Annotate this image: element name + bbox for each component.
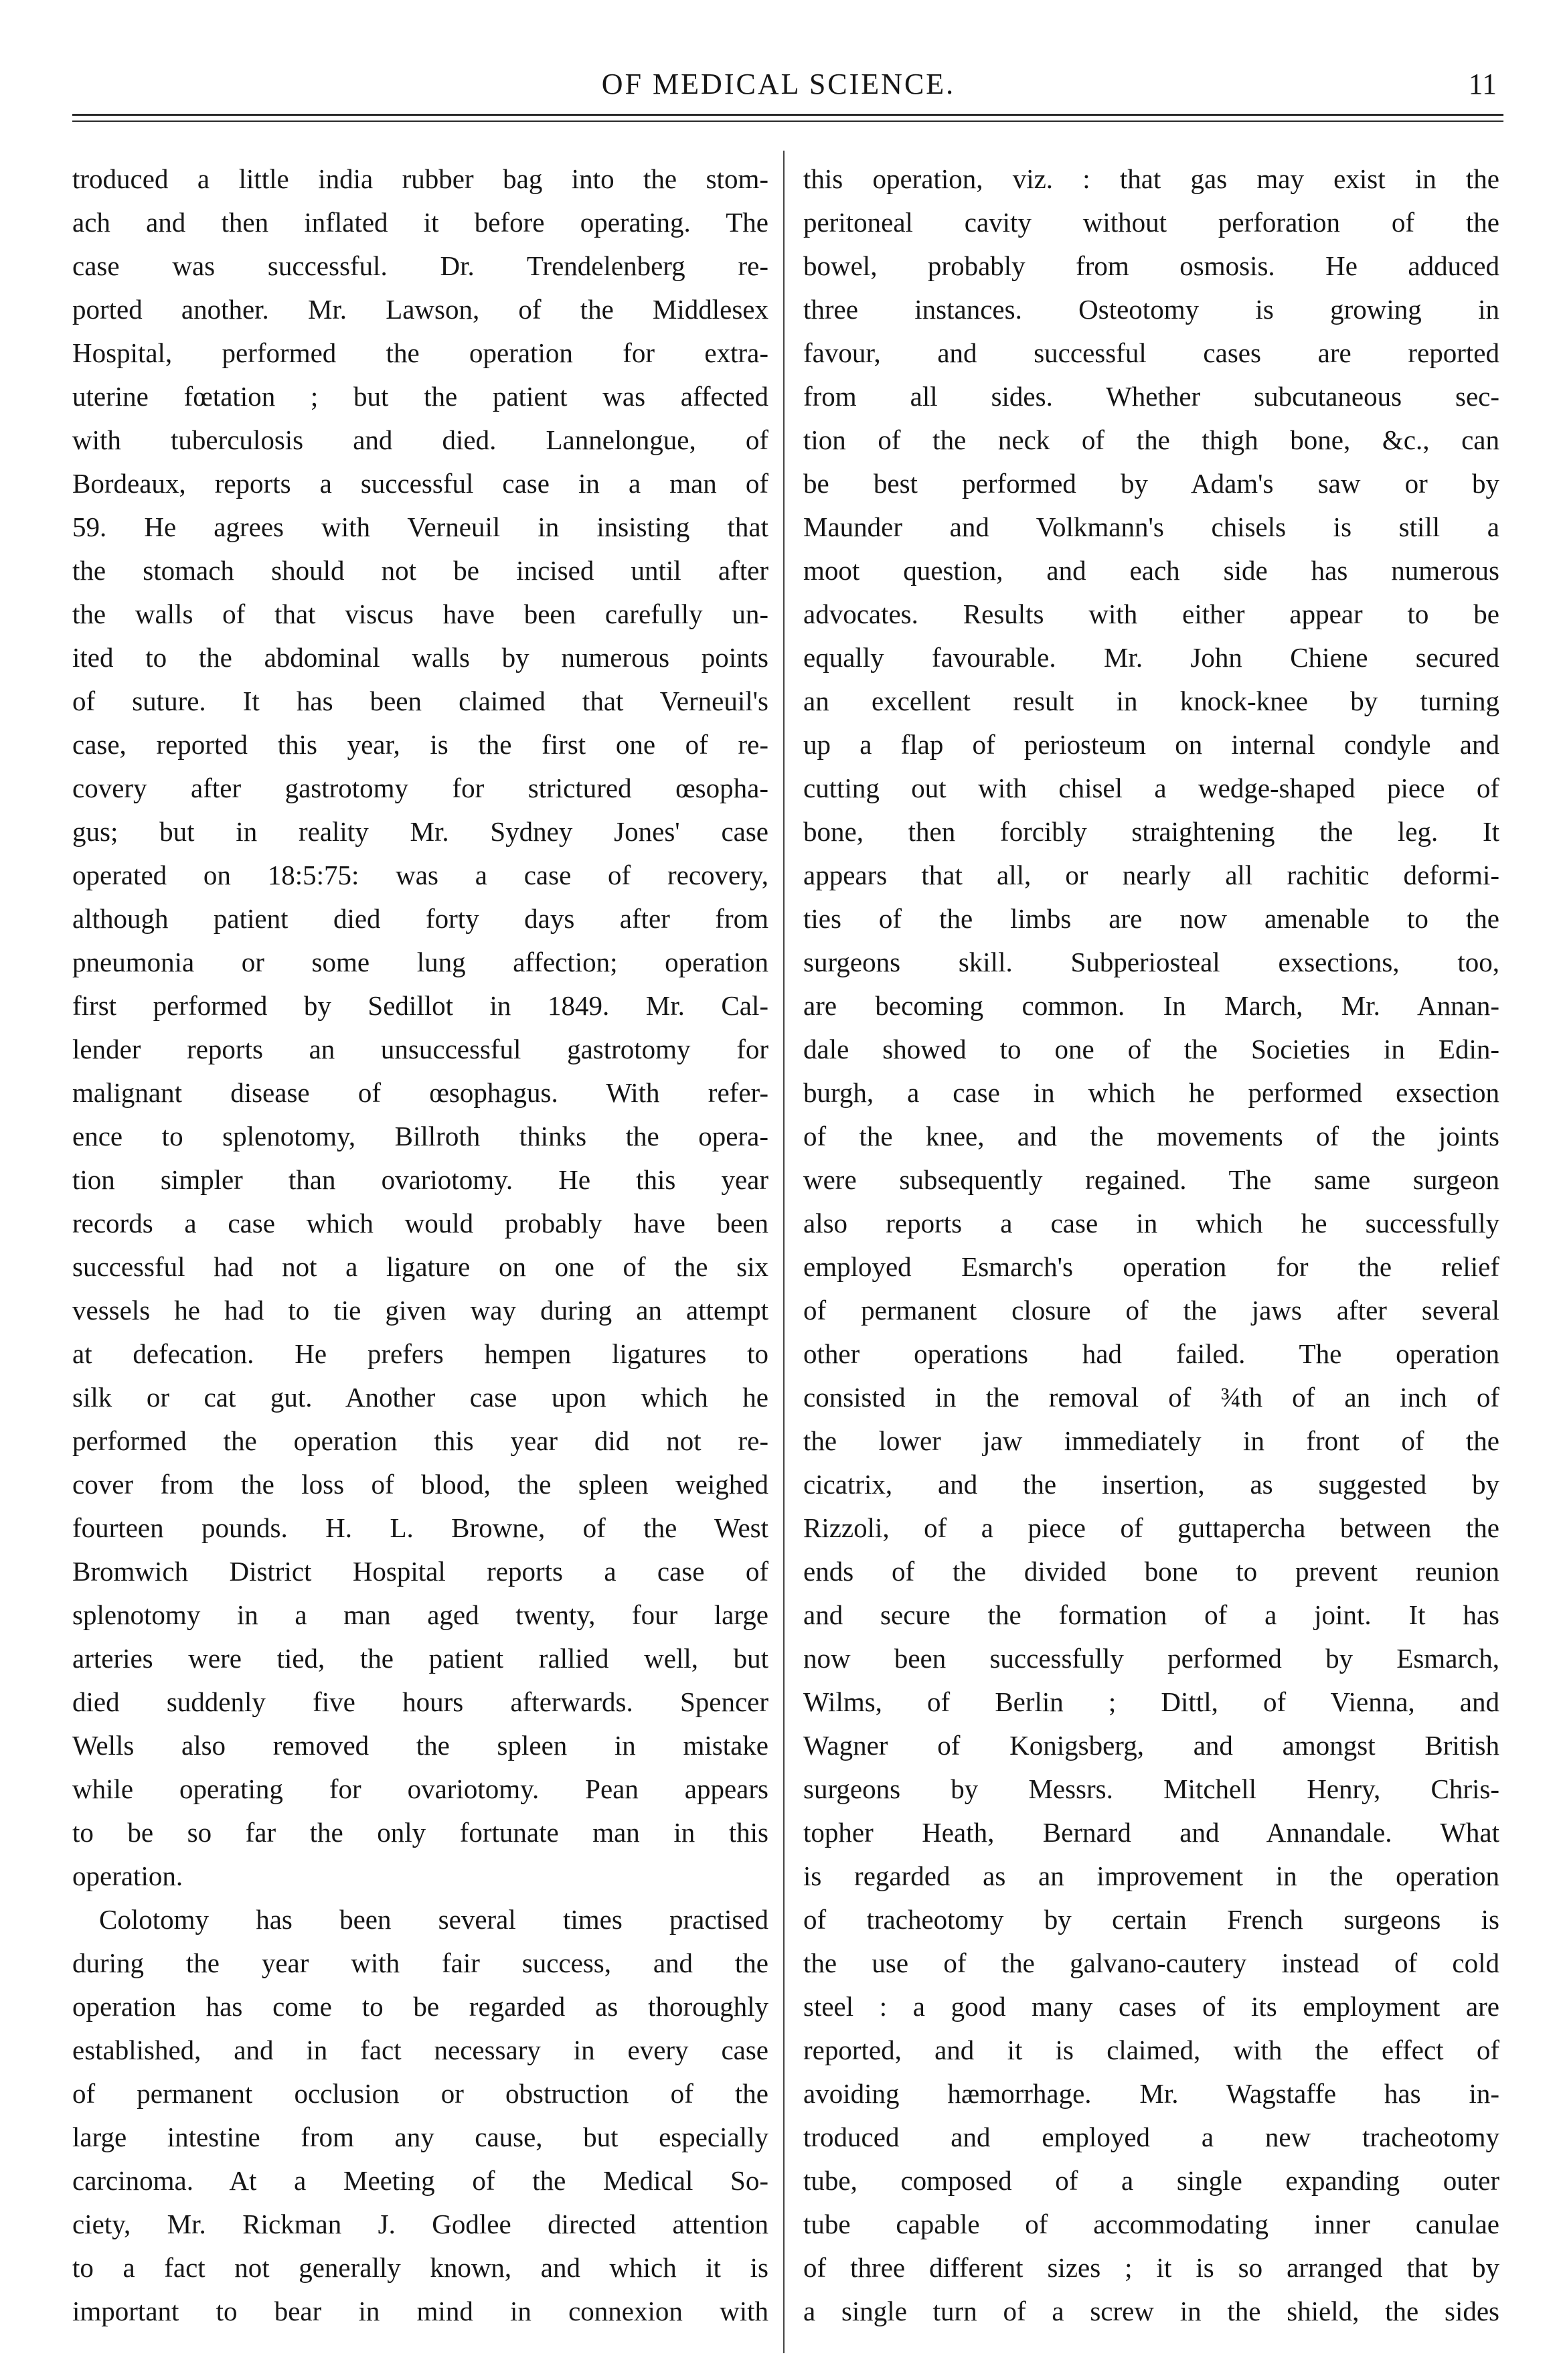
text-line: Wells also removed the spleen in mistake <box>72 1730 768 1761</box>
text-line: topher Heath, Bernard and Annandale. What <box>803 1817 1499 1848</box>
text-line: to be so far the only fortunate man in this <box>72 1817 768 1848</box>
text-line: case was successful. Dr. Trendelenberg re- <box>72 250 768 281</box>
text-line: malignant disease of œsophagus. With refer- <box>72 1077 768 1108</box>
text-line: with tuberculosis and died. Lannelongue, of <box>72 424 768 455</box>
text-line: and secure the formation of a joint. It has <box>803 1599 1499 1630</box>
text-line: of permanent occlusion or obstruction of the <box>72 2078 768 2109</box>
text-line: troduced a little india rubber bag into the stom- <box>72 163 768 194</box>
text-line: performed the operation this year did not re- <box>72 1425 768 1456</box>
text-line: Maunder and Volkmann's chisels is still a <box>803 511 1499 542</box>
text-line: arteries were tied, the patient rallied well, but <box>72 1643 768 1674</box>
text-line: operation has come to be regarded as thoroughly <box>72 1991 768 2022</box>
text-line: tion of the neck of the thigh bone, &c., can <box>803 424 1499 455</box>
text-line: silk or cat gut. Another case upon which he <box>72 1382 768 1413</box>
text-line: a single turn of a screw in the shield, the sides <box>803 2296 1499 2326</box>
text-line: ported another. Mr. Lawson, of the Middlesex <box>72 294 768 325</box>
text-line: the use of the galvano-cautery instead of cold <box>803 1948 1499 1978</box>
text-line: ciety, Mr. Rickman J. Godlee directed attention <box>72 2209 768 2239</box>
text-line: the walls of that viscus have been carefully un- <box>72 599 768 629</box>
text-line: dale showed to one of the Societies in Edin- <box>803 1034 1499 1064</box>
text-line: were subsequently regained. The same surgeon <box>803 1164 1499 1195</box>
text-line: gus; but in reality Mr. Sydney Jones' case <box>72 816 768 847</box>
text-line: Bromwich District Hospital reports a case of <box>72 1556 768 1587</box>
text-line: ach and then inflated it before operating. The <box>72 207 768 238</box>
text-line: pneumonia or some lung affection; operation <box>72 947 768 977</box>
text-line: case, reported this year, is the first one of re- <box>72 729 768 760</box>
text-line: cover from the loss of blood, the spleen weighed <box>72 1469 768 1500</box>
text-line: operation. <box>72 1860 183 1891</box>
text-line: successful had not a ligature on one of the six <box>72 1251 768 1282</box>
text-line: Wagner of Konigsberg, and amongst British <box>803 1730 1499 1761</box>
column-divider <box>783 151 785 2353</box>
text-line: covery after gastrotomy for strictured œsopha- <box>72 773 768 803</box>
text-line: moot question, and each side has numerous <box>803 555 1499 586</box>
text-line: of permanent closure of the jaws after several <box>803 1295 1499 1326</box>
text-line: splenotomy in a man aged twenty, four large <box>72 1599 768 1630</box>
text-line: Wilms, of Berlin ; Dittl, of Vienna, and <box>803 1686 1499 1717</box>
text-line: peritoneal cavity without perforation of the <box>803 207 1499 238</box>
left-column <box>72 157 768 2333</box>
text-line: during the year with fair success, and the <box>72 1948 768 1978</box>
text-line: from all sides. Whether subcutaneous sec- <box>803 381 1499 412</box>
text-line: Colotomy has been several times practised <box>99 1904 768 1935</box>
text-line: the lower jaw immediately in front of the <box>803 1425 1499 1456</box>
text-line: tion simpler than ovariotomy. He this year <box>72 1164 768 1195</box>
text-line: lender reports an unsuccessful gastrotomy for <box>72 1034 768 1064</box>
right-column <box>803 157 1499 2333</box>
text-line: Rizzoli, of a piece of guttapercha between the <box>803 1512 1499 1543</box>
text-line: cutting out with chisel a wedge-shaped piece of <box>803 773 1499 803</box>
text-line: Hospital, performed the operation for extra- <box>72 337 768 368</box>
text-line: favour, and successful cases are reported <box>803 337 1499 368</box>
text-line: bone, then forcibly straightening the leg. It <box>803 816 1499 847</box>
text-line: 59. He agrees with Verneuil in insisting that <box>72 511 768 542</box>
text-line: this operation, viz. : that gas may exist in the <box>803 163 1499 194</box>
text-line: employed Esmarch's operation for the relief <box>803 1251 1499 1282</box>
text-line: cicatrix, and the insertion, as suggested by <box>803 1469 1499 1500</box>
text-line: records a case which would probably have been <box>72 1208 768 1239</box>
text-line: important to bear in mind in connexion with <box>72 2296 768 2326</box>
text-line: equally favourable. Mr. John Chiene secured <box>803 642 1499 673</box>
text-line: be best performed by Adam's saw or by <box>803 468 1499 499</box>
text-line: advocates. Results with either appear to be <box>803 599 1499 629</box>
text-line: the stomach should not be incised until after <box>72 555 768 586</box>
text-line: consisted in the removal of ¾th of an inch of <box>803 1382 1499 1413</box>
text-line: Bordeaux, reports a successful case in a man of <box>72 468 768 499</box>
text-line: although patient died forty days after from <box>72 903 768 934</box>
text-line: of suture. It has been claimed that Verneuil's <box>72 686 768 716</box>
text-line: also reports a case in which he successfully <box>803 1208 1499 1239</box>
text-line: uterine fœtation ; but the patient was affected <box>72 381 768 412</box>
text-line: first performed by Sedillot in 1849. Mr. Cal- <box>72 990 768 1021</box>
text-line: of three different sizes ; it is so arranged that by <box>803 2252 1499 2283</box>
text-line: troduced and employed a new tracheotomy <box>803 2122 1499 2152</box>
text-line: carcinoma. At a Meeting of the Medical So- <box>72 2165 768 2196</box>
text-line: appears that all, or nearly all rachitic deformi- <box>803 860 1499 890</box>
text-line: died suddenly five hours afterwards. Spencer <box>72 1686 768 1717</box>
text-line: established, and in fact necessary in every case <box>72 2035 768 2065</box>
text-line: surgeons by Messrs. Mitchell Henry, Chris- <box>803 1773 1499 1804</box>
text-line: tube, composed of a single expanding outer <box>803 2165 1499 2196</box>
text-line: vessels he had to tie given way during an attempt <box>72 1295 768 1326</box>
header-rule-secondary <box>72 121 1503 122</box>
header-rule <box>72 114 1503 116</box>
text-line: bowel, probably from osmosis. He adduced <box>803 250 1499 281</box>
text-line: three instances. Osteotomy is growing in <box>803 294 1499 325</box>
text-line: ence to splenotomy, Billroth thinks the opera- <box>72 1121 768 1152</box>
running-header: OF MEDICAL SCIENCE. <box>601 68 956 100</box>
text-line: burgh, a case in which he performed exsection <box>803 1077 1499 1108</box>
text-line: tube capable of accommodating inner canulae <box>803 2209 1499 2239</box>
text-line: while operating for ovariotomy. Pean appears <box>72 1773 768 1804</box>
text-line: fourteen pounds. H. L. Browne, of the West <box>72 1512 768 1543</box>
text-line: is regarded as an improvement in the operation <box>803 1860 1499 1891</box>
text-line: up a flap of periosteum on internal condyle and <box>803 729 1499 760</box>
text-line: steel : a good many cases of its employment are <box>803 1991 1499 2022</box>
text-line: to a fact not generally known, and which it is <box>72 2252 768 2283</box>
text-line: an excellent result in knock-knee by turning <box>803 686 1499 716</box>
text-line: large intestine from any cause, but especially <box>72 2122 768 2152</box>
text-line: operated on 18:5:75: was a case of recovery, <box>72 860 768 890</box>
text-line: avoiding hæmorrhage. Mr. Wagstaffe has in- <box>803 2078 1499 2109</box>
text-line: surgeons skill. Subperiosteal exsections, too, <box>803 947 1499 977</box>
text-line: other operations had failed. The operation <box>803 1338 1499 1369</box>
text-line: now been successfully performed by Esmarch, <box>803 1643 1499 1674</box>
text-line: at defecation. He prefers hempen ligatures to <box>72 1338 768 1369</box>
text-line: ited to the abdominal walls by numerous points <box>72 642 768 673</box>
text-line: reported, and it is claimed, with the effect of <box>803 2035 1499 2065</box>
text-line: of the knee, and the movements of the joints <box>803 1121 1499 1152</box>
text-line: ties of the limbs are now amenable to the <box>803 903 1499 934</box>
text-line: of tracheotomy by certain French surgeons is <box>803 1904 1499 1935</box>
page-number: 11 <box>1468 68 1497 100</box>
text-line: ends of the divided bone to prevent reunion <box>803 1556 1499 1587</box>
text-line: are becoming common. In March, Mr. Annan- <box>803 990 1499 1021</box>
